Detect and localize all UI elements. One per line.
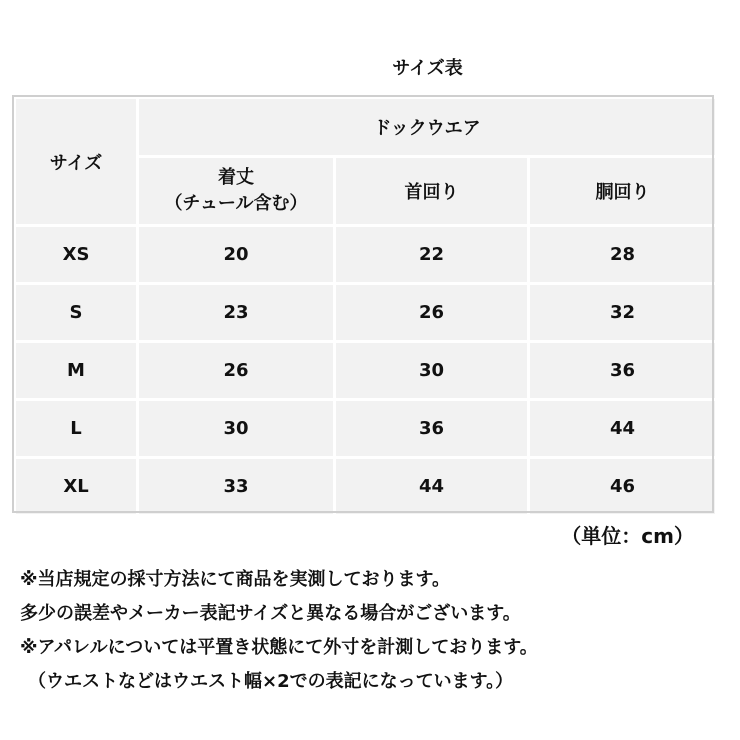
size-header: サイズ (15, 98, 138, 226)
header-row (15, 98, 717, 157)
length-cell: 30 (138, 400, 335, 458)
length-cell: 33 (138, 458, 335, 516)
table-row (15, 400, 717, 458)
length-cell: 26 (138, 342, 335, 400)
neck-cell: 44 (335, 458, 529, 516)
note-line: 多少の誤差やメーカー表記サイズと異なる場合がございます。 (20, 603, 521, 624)
neck-cell: 22 (335, 226, 529, 284)
column-header-neck: 首回り (335, 157, 529, 226)
column-header-length (138, 157, 335, 226)
column-header-length-note: （チュール含む） (164, 193, 308, 214)
note-line: ※アパレルについては平置き状態にて外寸を計測しております。 (20, 637, 538, 658)
group-header: ドックウエア (138, 98, 717, 157)
column-header-length-label: 着丈 (218, 167, 254, 188)
table-row (15, 342, 717, 400)
note-line: ※当店規定の採寸方法にて商品を実測しております。 (20, 569, 451, 590)
size-table (13, 96, 718, 517)
size-cell: L (15, 400, 138, 458)
size-cell: M (15, 342, 138, 400)
chest-cell: 28 (529, 226, 717, 284)
length-cell: 20 (138, 226, 335, 284)
chest-cell: 36 (529, 342, 717, 400)
size-cell: XS (15, 226, 138, 284)
chest-cell: 32 (529, 284, 717, 342)
chest-cell: 46 (529, 458, 717, 516)
notes (20, 563, 725, 699)
size-cell: XL (15, 458, 138, 516)
neck-cell: 36 (335, 400, 529, 458)
length-cell: 23 (138, 284, 335, 342)
table-row (15, 284, 717, 342)
neck-cell: 26 (335, 284, 529, 342)
chest-cell: 44 (529, 400, 717, 458)
table-row (15, 226, 717, 284)
page-title: サイズ表 (392, 58, 463, 79)
size-cell: S (15, 284, 138, 342)
neck-cell: 30 (335, 342, 529, 400)
column-header-chest: 胴回り (529, 157, 717, 226)
note-line: （ウエストなどはウエスト幅×2での表記になっています。） (28, 671, 514, 692)
table-row (15, 458, 717, 516)
unit-label: （単位：cm） (561, 524, 694, 548)
